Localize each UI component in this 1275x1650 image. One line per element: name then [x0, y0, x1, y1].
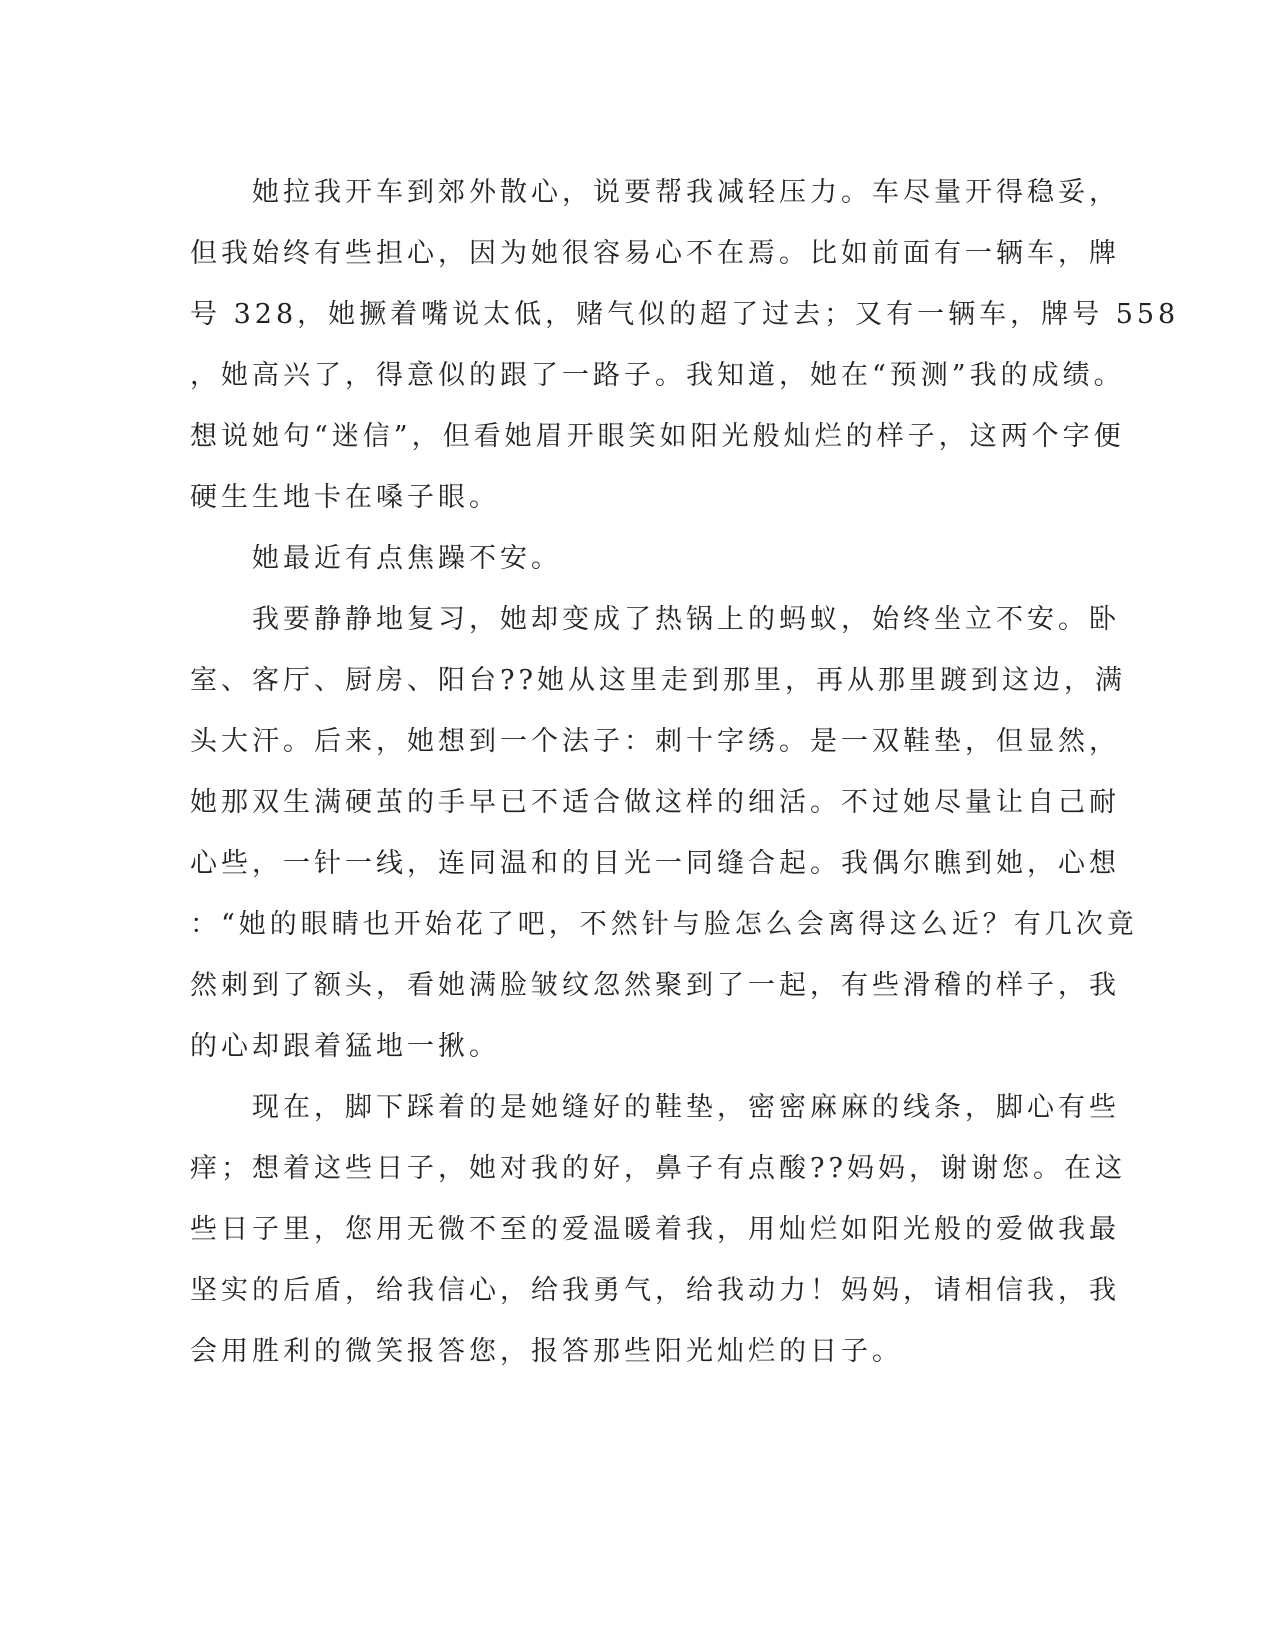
text-line: 她那双生满硬茧的手早已不适合做这样的细活。不过她尽量让自己耐 — [190, 787, 1120, 818]
body-text — [190, 162, 1180, 1382]
text-line: 现在，脚下踩着的是她缝好的鞋垫，密密麻麻的线条，脚心有些 — [190, 1092, 1120, 1123]
text-line: 然刺到了额头，看她满脸皱纹忽然聚到了一起，有些滑稽的样子，我 — [190, 970, 1120, 1001]
paragraph-2 — [190, 528, 1090, 589]
text-line: 她最近有点焦躁不安。 — [190, 543, 562, 574]
text-line: 她拉我开车到郊外散心，说要帮我减轻压力。车尽量开得稳妥， — [190, 177, 1120, 208]
text-line: 心些，一针一线，连同温和的目光一同缝合起。我偶尔瞧到她，心想 — [190, 848, 1120, 879]
text-line: 头大汗。后来，她想到一个法子：刺十字绣。是一双鞋垫，但显然， — [190, 726, 1120, 757]
paragraph-4 — [190, 1077, 1126, 1382]
paragraph-1 — [190, 162, 1180, 528]
text-line: 的心却跟着猛地一揪。 — [190, 1031, 500, 1062]
text-line: 痒；想着这些日子，她对我的好，鼻子有点酸??妈妈，谢谢您。在这 — [190, 1153, 1126, 1184]
paragraph-3 — [190, 589, 1138, 1077]
text-line: ，她高兴了，得意似的跟了一路子。我知道，她在“预测”我的成绩。 — [190, 360, 1125, 391]
text-line: 硬生生地卡在嗓子眼。 — [190, 482, 500, 513]
text-line: 室、客厅、厨房、阳台??她从这里走到那里，再从那里踱到这边，满 — [190, 665, 1126, 696]
text-line: 想说她句“迷信”，但看她眉开眼笑如阳光般灿烂的样子，这两个字便 — [190, 421, 1125, 452]
text-line: 我要静静地复习，她却变成了热锅上的蚂蚁，始终坐立不安。卧 — [190, 604, 1120, 635]
text-line: 些日子里，您用无微不至的爱温暖着我，用灿烂如阳光般的爱做我最 — [190, 1214, 1120, 1245]
text-line: 号 328，她撅着嘴说太低，赌气似的超了过去；又有一辆车，牌号 558 — [190, 299, 1180, 330]
text-line: 但我始终有些担心，因为她很容易心不在焉。比如前面有一辆车，牌 — [190, 238, 1120, 269]
text-line: 坚实的后盾，给我信心，给我勇气，给我动力！妈妈，请相信我，我 — [190, 1275, 1120, 1306]
text-line: 会用胜利的微笑报答您，报答那些阳光灿烂的日子。 — [190, 1336, 903, 1367]
text-line: ：“她的眼睛也开始花了吧，不然针与脸怎么会离得这么近？有几次竟 — [190, 909, 1138, 940]
